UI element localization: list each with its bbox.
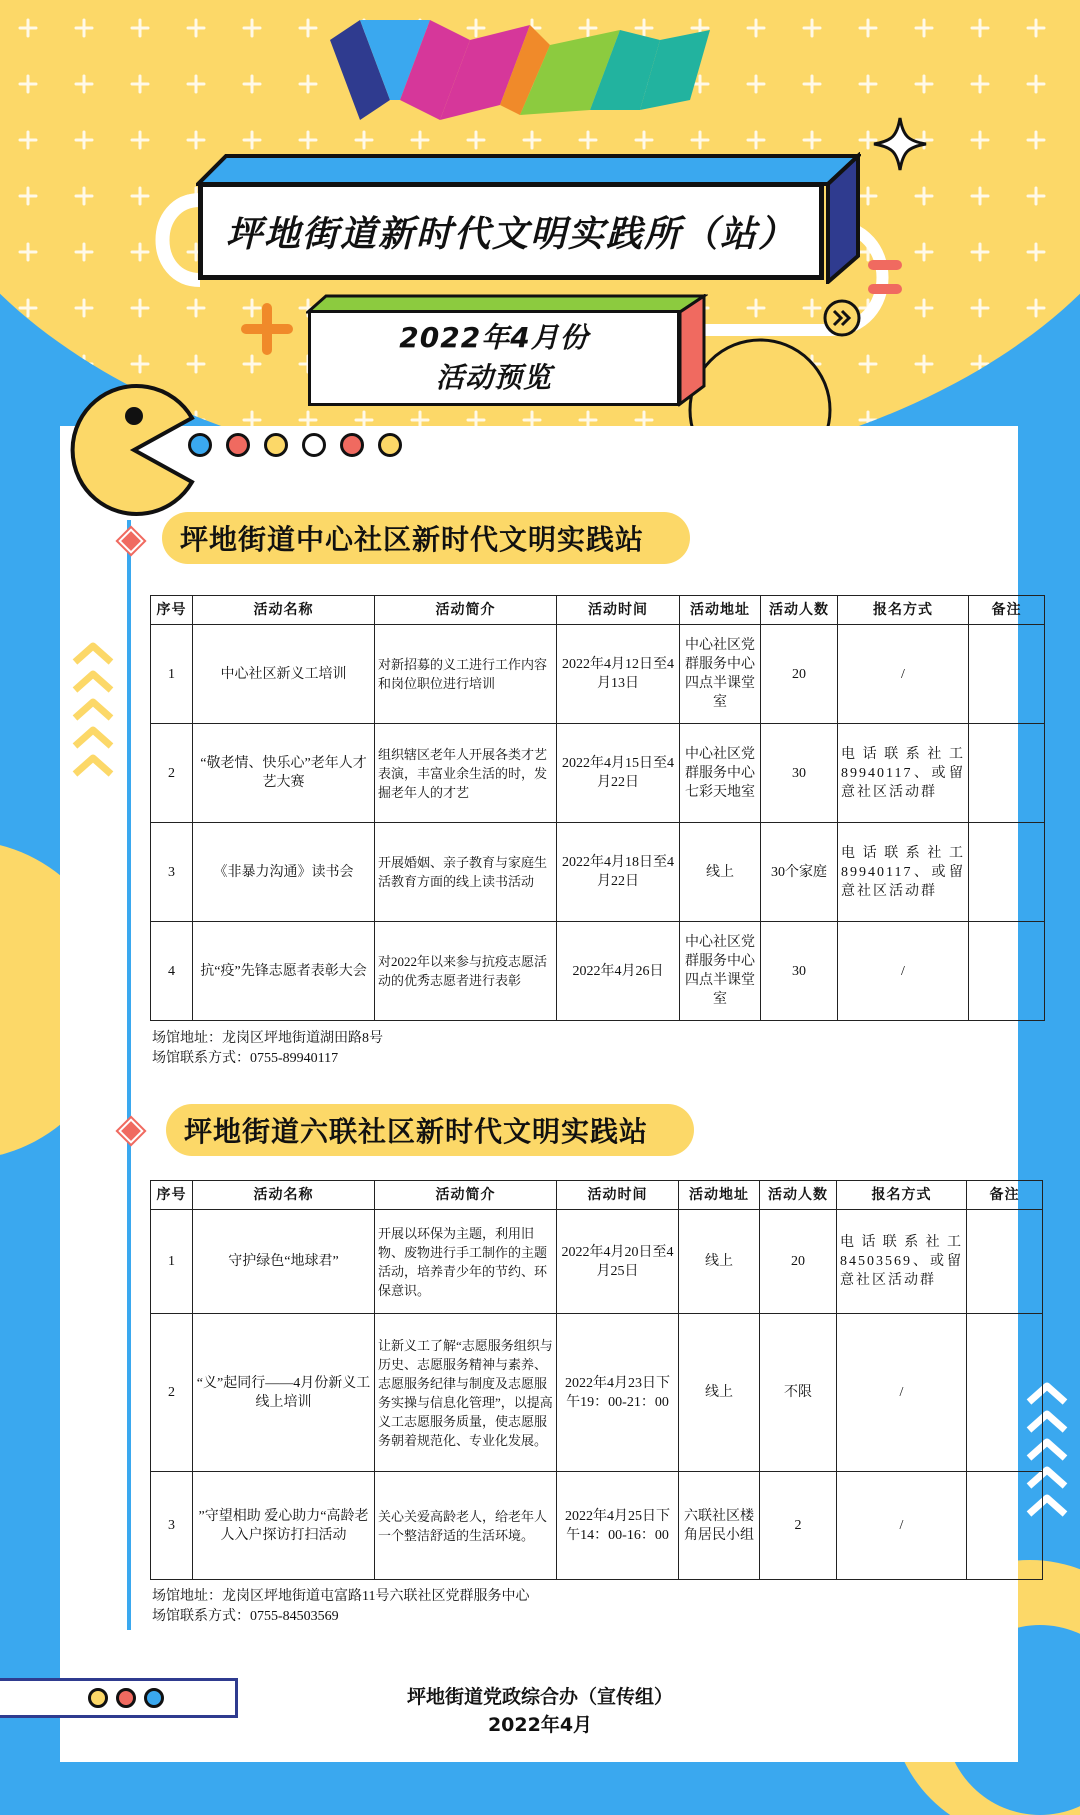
dot-white [302,433,326,457]
cell-time: 2022年4月18日至4月22日 [557,823,680,922]
chevron-up-stack-icon [70,640,116,780]
cell-name: 抗“疫”先锋志愿者表彰大会 [193,922,375,1021]
cell-name: ”守望相助 爱心助力“高龄老人入户探访打扫活动 [193,1472,375,1580]
table-row [151,823,1045,922]
column-header: 活动人数 [761,596,838,625]
table-row [151,1210,1043,1314]
subtitle-month: 2022年4月份 [399,321,589,354]
cell-signup: 电话联系社工89940117、或留意社区活动群 [838,724,969,823]
cell-intro: 组织辖区老年人开展各类才艺表演，丰富业余生活的时，发掘老年人的才艺 [375,724,557,823]
venue-contact: 场馆联系方式：0755-89940117 [152,1051,339,1066]
venue-address: 场馆地址：龙岗区坪地街道湖田路8号 [152,1031,383,1046]
cell-people: 30个家庭 [761,823,838,922]
cell-intro: 开展婚姻、亲子教育与家庭生活教育方面的线上读书活动 [375,823,557,922]
section-heading: 坪地街道六联社区新时代文明实践站 [184,1115,649,1148]
cell-no: 1 [151,625,193,724]
footer-date: 2022年4月 [487,1714,593,1736]
column-header: 活动名称 [193,1181,375,1210]
table-row [151,922,1045,1021]
cell-signup: / [837,1314,967,1472]
decor-bars [866,256,906,302]
cell-name: 中心社区新义工培训 [193,625,375,724]
sparkle-star-icon [872,116,928,172]
cell-intro: 开展以环保为主题，利用旧物、废物进行手工制作的主题活动，培养青少年的节约、环保意识。 [375,1210,557,1314]
cell-signup: / [838,922,969,1021]
cell-intro: 对新招募的义工进行工作内容和岗位职位进行培训 [375,625,557,724]
cell-intro: 关心关爱高龄老人，给老年人一个整洁舒适的生活环境。 [375,1472,557,1580]
column-header: 活动名称 [193,596,375,625]
cell-signup: 电话联系社工89940117、或留意社区活动群 [838,823,969,922]
table-header-row [151,596,1045,625]
cell-time: 2022年4月25日下午14：00-16：00 [557,1472,679,1580]
column-header: 活动简介 [375,596,557,625]
table-row [151,724,1045,823]
dot-blue-bottom [144,1688,164,1708]
pacman-icon [64,380,204,520]
timeline-line [127,520,131,1630]
cell-note [969,724,1045,823]
column-header: 活动时间 [557,1181,679,1210]
venue-contact: 场馆联系方式：0755-84503569 [152,1609,339,1624]
cell-note [967,1472,1043,1580]
cell-people: 20 [761,625,838,724]
cell-no: 3 [151,1472,193,1580]
cell-signup: / [838,625,969,724]
cell-place: 中心社区党群服务中心七彩天地室 [680,724,761,823]
cell-note [967,1314,1043,1472]
column-header: 活动时间 [557,596,680,625]
plus-icon [240,302,294,356]
column-header: 序号 [151,1181,193,1210]
dot-coral-bottom [116,1688,136,1708]
dot-coral [226,433,250,457]
cell-time: 2022年4月12日至4月13日 [557,625,680,724]
cell-intro: 对2022年以来参与抗疫志愿活动的优秀志愿者进行表彰 [375,922,557,1021]
main-title-box [198,182,824,280]
cell-name: “敬老情、快乐心”老年人才艺大赛 [193,724,375,823]
cell-people: 30 [761,922,838,1021]
cell-place: 线上 [679,1210,760,1314]
section-heading-pill [162,512,690,564]
venue-address: 场馆地址：龙岗区坪地街道屯富路11号六联社区党群服务中心 [152,1589,530,1604]
cell-no: 2 [151,1314,193,1472]
table-header-row [151,1181,1043,1210]
cell-signup: / [837,1472,967,1580]
cell-note [969,922,1045,1021]
column-header: 备注 [969,596,1045,625]
section-heading: 坪地街道中心社区新时代文明实践站 [180,523,645,556]
column-header: 报名方式 [838,596,969,625]
subtitle-preview: 活动预览 [435,361,552,394]
cell-time: 2022年4月20日至4月25日 [557,1210,679,1314]
cell-intro: 让新义工了解“志愿服务组织与历史、志愿服务精神与素养、志愿服务纪律与制度及志愿服务实操与信息化管理”，以提高义工志愿服务质量，使志愿服务朝着规范化、专业化发展。 [375,1314,557,1472]
dot-yellow [264,433,288,457]
footer-org: 坪地街道党政综合办（宣传组） [406,1686,673,1708]
cell-no: 3 [151,823,193,922]
table-row [151,1314,1043,1472]
column-header: 活动人数 [760,1181,837,1210]
venue-info [152,1029,383,1069]
section-heading-pill [166,1104,694,1156]
cell-name: “义”起同行——4月份新义工线上培训 [193,1314,375,1472]
dot-blue [188,433,212,457]
cell-people: 不限 [760,1314,837,1472]
cell-time: 2022年4月26日 [557,922,680,1021]
cell-time: 2022年4月23日下午19：00-21：00 [557,1314,679,1472]
cell-no: 1 [151,1210,193,1314]
dot-yellow-bottom [88,1688,108,1708]
venue-info [152,1587,529,1627]
cell-place: 中心社区党群服务中心四点半课堂室 [680,922,761,1021]
subtitle-box [308,310,680,406]
column-header: 活动地址 [679,1181,760,1210]
cell-people: 20 [760,1210,837,1314]
activity-table [150,1180,1043,1580]
main-title: 坪地街道新时代文明实践所（站） [225,213,796,255]
cell-place: 线上 [679,1314,760,1472]
cell-no: 2 [151,724,193,823]
cell-no: 4 [151,922,193,1021]
column-header: 序号 [151,596,193,625]
cell-signup: 电话联系社工84503569、或留意社区活动群 [837,1210,967,1314]
cell-place: 线上 [680,823,761,922]
activity-table [150,595,1045,1021]
column-header: 报名方式 [837,1181,967,1210]
cell-time: 2022年4月15日至4月22日 [557,724,680,823]
cell-note [969,823,1045,922]
cell-note [967,1210,1043,1314]
column-header: 备注 [967,1181,1043,1210]
cell-place: 中心社区党群服务中心四点半课堂室 [680,625,761,724]
cell-place: 六联社区楼角居民小组 [679,1472,760,1580]
cell-name: 《非暴力沟通》读书会 [193,823,375,922]
cell-note [969,625,1045,724]
cell-people: 2 [760,1472,837,1580]
dot-coral-2 [340,433,364,457]
table-row [151,625,1045,724]
cell-people: 30 [761,724,838,823]
cell-name: 守护绿色“地球君” [193,1210,375,1314]
double-chevron-right-icon [822,298,862,338]
dot-yellow-2 [378,433,402,457]
footer [330,1683,750,1739]
column-header: 活动地址 [680,596,761,625]
ribbon-logo [320,10,720,130]
column-header: 活动简介 [375,1181,557,1210]
table-row [151,1472,1043,1580]
